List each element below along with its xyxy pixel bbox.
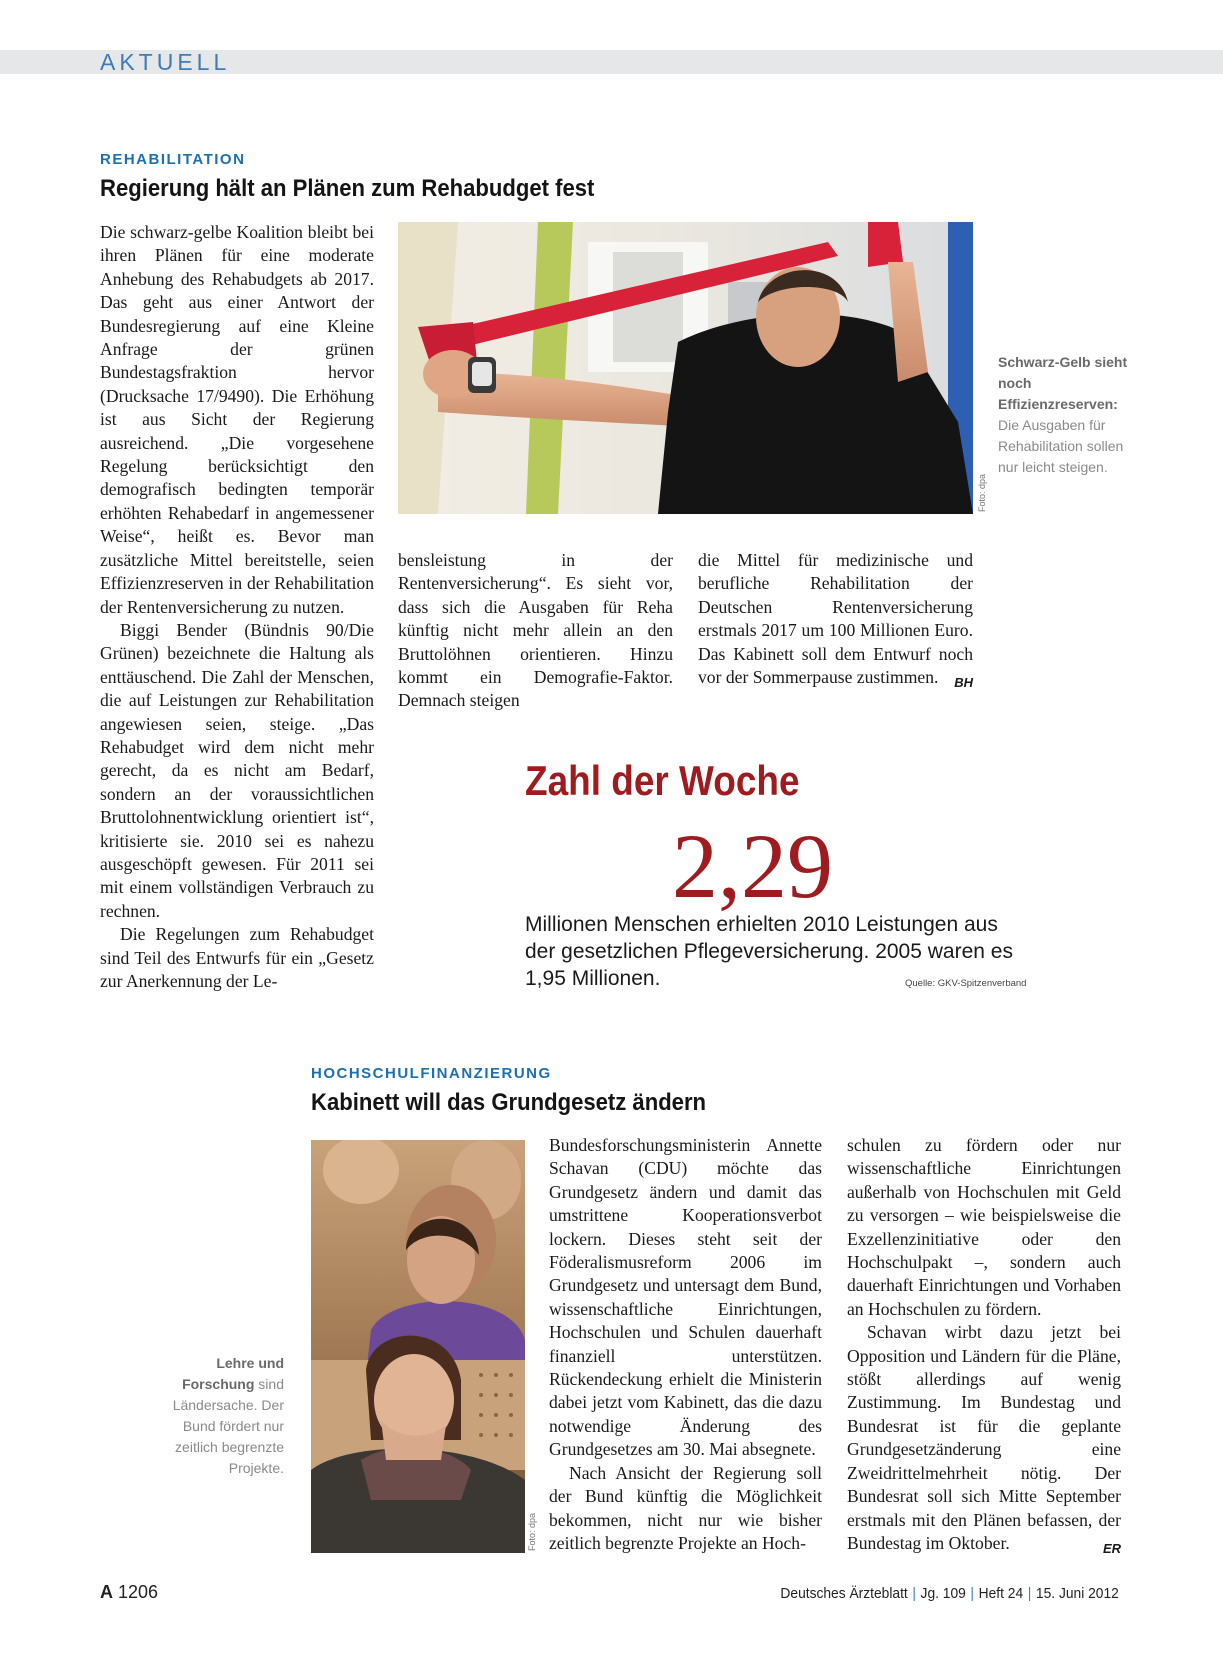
zahl-der-woche-source: Quelle: GKV-Spitzenverband: [905, 978, 1027, 989]
article1-kicker: REHABILITATION: [100, 151, 246, 168]
zahl-der-woche-number: 2,29: [672, 815, 833, 917]
page-prefix: A: [100, 1582, 113, 1602]
caption-text: sind Ländersache. Der Bund fördert nur zeitlich begrenzte Projekte.: [172, 1376, 284, 1476]
article1-column-3: [698, 549, 973, 694]
article2-col2-paragraph: Schavan wirbt dazu jetzt bei Opposition und Ländern für die Pläne, stößt allerdings auf wenig Zustimmung. Im Bundestag und Bundesrat ist für die geplante Grundgesetzänderung eine Zweidrittelmehrheit nötig. Der Bundesrat soll sich Mitte September erstmals mit den Plänen befassen, der Bundestag im Oktober.: [847, 1322, 1121, 1553]
article2-photo-credit: Foto: dpa: [527, 1512, 537, 1551]
article1-author-signature: BH: [954, 675, 973, 691]
article1-column-1: [100, 221, 374, 993]
lecture-hall-students-photo: [311, 1140, 525, 1553]
journal-issue: Heft 24: [978, 1585, 1024, 1602]
article1-col3-paragraph: die Mittel für medizinische und berufliche Rehabilitation der Deutschen Rentenversicherung erstmals 2017 um 100 Millionen Euro. Das Kabinett soll dem Entwurf noch vor der Sommerpause zustimmen.: [698, 550, 973, 688]
rehab-exercise-photo: [398, 222, 973, 514]
zahl-der-woche-text: Millionen Menschen erhielten 2010 Leistungen aus der gesetzlichen Pflegeversicherung. 2005 waren es 1,95 Millionen.: [525, 913, 1013, 990]
article1-col2-paragraph: bensleistung in der Rentenversicherung“. Es sieht vor, dass sich die Ausgaben für Reha künftig nicht mehr allein an den Bruttolöhnen orientieren. Hinzu kommt ein Demografie-Faktor. Demnach steigen: [398, 550, 673, 711]
article2-col1-paragraph: Bundesforschungsministerin Annette Schavan (CDU) möchte das Grundgesetz ändern und damit das umstrittene Kooperationsverbot lockern. Dieses steht seit der Föderalismusreform 2006 im Grundgesetz und untersagt dem Bund, wissenschaftliche Einrichtungen, Hochschulen und Schulen dauerhaft finanziell unterstützen. Rückendeckung erhielt die Ministerin dabei jetzt vom Kabinett, das die dazu notwendige Änderung des Grundgesetzes am 30. Mai absegnete.: [549, 1135, 822, 1460]
article1-column-2: [398, 549, 673, 713]
article2-author-signature: ER: [1102, 1540, 1121, 1556]
article1-col1-paragraph: Die schwarz-gelbe Koalition bleibt bei ihren Plänen für eine moderate Anhebung des Rehabudgets ab 2017. Das geht aus einer Antwort der Bundesregierung auf eine Kleine Anfrage der grünen Bundestagsfraktion hervor (Drucksache 17/9490). Die Erhöhung ist aus Sicht der Regierung ausreichend. „Die vorgesehene Regelung berücksichtigt den demografisch bedingten temporär erhöhten Rehabedarf in angemessener Weise“, heißt es. Bevor man zusätzliche Mittel bereitstelle, seien Effizienzreserven in der Rehabilitation der Rentenversicherung zu nutzen.: [100, 222, 374, 617]
journal-name: Deutsches Ärzteblatt: [780, 1585, 908, 1602]
article2-headline: Kabinett will das Grundgesetz ändern: [311, 1089, 707, 1116]
article2-column-1: [549, 1134, 822, 1555]
article1-col1-paragraph: Die Regelungen zum Rehabudget sind Teil des Entwurfs für ein „Gesetz zur Anerkennung der Le-: [100, 924, 374, 991]
article2-photo-caption: [150, 1353, 284, 1479]
zahl-der-woche-title: Zahl der Woche: [525, 757, 800, 804]
article1-col1-paragraph: Biggi Bender (Bündnis 90/Die Grünen) bezeichnete die Haltung als enttäuschend. Die Zahl der Menschen, die auf Leistungen zur Rehabilitation angewiesen seien, steige. „Das Rehabudget wird dem nicht mehr gerecht, da es nicht am Bedarf, sondern an der voraussichtlichen Bruttolohnentwicklung orientiert ist“, kritisierte sie. 2010 sei es nahezu ausgeschöpft gewesen. Für 2011 sei mit einem vollständigen Verbrauch zu rechnen.: [100, 619, 374, 921]
article2-kicker: HOCHSCHULFINANZIERUNG: [311, 1065, 552, 1082]
article2-col2-paragraph: schulen zu fördern oder nur wissenschaftliche Einrichtungen außerhalb von Hochschulen mit Geld zu versorgen – wie beispielsweise die Exzellenzinitiative oder den Hochschulpakt –, sondern auch dauerhaft Einrichtungen und Vorhaben an Hochschulen zu fördern.: [847, 1135, 1121, 1319]
article1-photo-credit: Foto: dpa: [977, 473, 987, 512]
page-number: [100, 1582, 158, 1602]
journal-volume: Jg. 109: [920, 1585, 967, 1602]
journal-date: 15. Juni 2012: [1036, 1585, 1119, 1602]
article1-headline: Regierung hält an Plänen zum Rehabudget fest: [100, 175, 595, 202]
journal-info: Deutsches Ärzteblatt | Jg. 109 | Heft 24 | 15. Juni 2012: [780, 1585, 1119, 1602]
page-number-value: 1206: [118, 1582, 159, 1602]
article1-photo-caption: [998, 352, 1128, 478]
article2-col1-paragraph: Nach Ansicht der Regierung soll der Bund künftig die Möglichkeit bekommen, nicht nur wie bisher zeitlich begrenzte Projekte an Hoch-: [549, 1462, 822, 1553]
article2-column-2: [847, 1134, 1121, 1560]
caption-text: Die Ausgaben für Rehabilitation sollen nur leicht steigen.: [998, 417, 1124, 475]
caption-bold: Lehre und Forschung: [182, 1355, 284, 1392]
caption-bold: Schwarz-Gelb sieht noch Effizienzreserven:: [998, 354, 1128, 412]
section-label: AKTUELL: [100, 49, 231, 75]
